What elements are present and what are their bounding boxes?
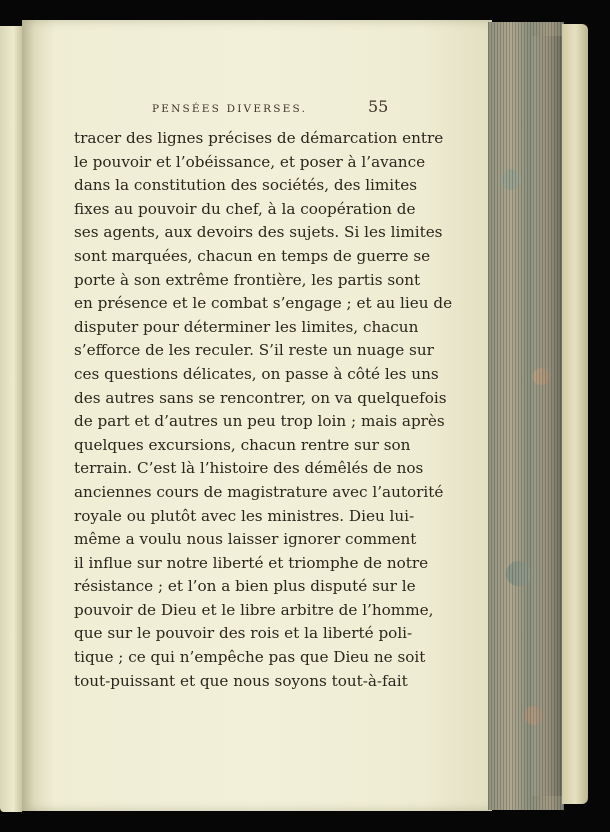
text-line: résistance ; et l’on a bien plus disputé sur le — [74, 577, 416, 596]
page-header — [152, 97, 392, 117]
book-cover-edge — [562, 24, 588, 804]
text-line: il influe sur notre liberté et triomphe de notre — [74, 553, 429, 572]
facing-page-edge — [0, 26, 22, 812]
text-line: terrain. C’est là l’histoire des démêlés de nos — [74, 459, 424, 478]
text-line: tracer des lignes précises de démarcation entre — [74, 129, 444, 147]
text-line: tique ; ce qui n’empêche pas que Dieu ne soit — [74, 648, 426, 667]
text-line: anciennes cours de magistrature avec l’autorité — [74, 482, 444, 501]
text-line: sont marquées, chacun en temps de guerre se — [74, 246, 431, 265]
text-line: royale ou plutôt avec les ministres. Dieu lui- — [74, 506, 415, 525]
text-line: que sur le pouvoir des rois et la liberté poli- — [74, 624, 413, 643]
page-edge-shadow — [532, 36, 562, 796]
text-line: même a voulu nous laisser ignorer comment — [74, 530, 417, 549]
text-line: ces questions délicates, on passe à côté les uns — [74, 364, 439, 383]
text-line: ses agents, aux devoirs des sujets. Si les limites — [74, 223, 443, 242]
text-line: disputer pour déterminer les limites, chacun — [74, 317, 419, 336]
text-line: le pouvoir et l’obéissance, et poser à l’avance — [74, 152, 426, 171]
text-line: porte à son extrême frontière, les partis sont — [74, 270, 421, 289]
text-line: des autres sans se rencontrer, on va quelquefois — [74, 388, 447, 407]
text-line: dans la constitution des sociétés, des limites — [74, 176, 418, 195]
page-number: 55 — [368, 97, 389, 116]
running-head: PENSÉES DIVERSES. — [152, 103, 308, 115]
body-text — [74, 127, 453, 693]
text-line: s’efforce de les reculer. S’il reste un nuage sur — [74, 341, 434, 360]
text-line: de part et d’autres un peu trop loin ; mais après — [74, 412, 445, 431]
text-line: quelques excursions, chacun rentre sur son — [74, 435, 411, 454]
text-line: tout-puissant et que nous soyons tout-à-fait — [74, 671, 408, 690]
text-line: fixes au pouvoir du chef, à la coopération de — [74, 199, 416, 218]
text-line: en présence et le combat s’engage ; et au lieu de — [74, 294, 453, 313]
text-line: pouvoir de Dieu et le libre arbitre de l’homme, — [74, 600, 434, 619]
